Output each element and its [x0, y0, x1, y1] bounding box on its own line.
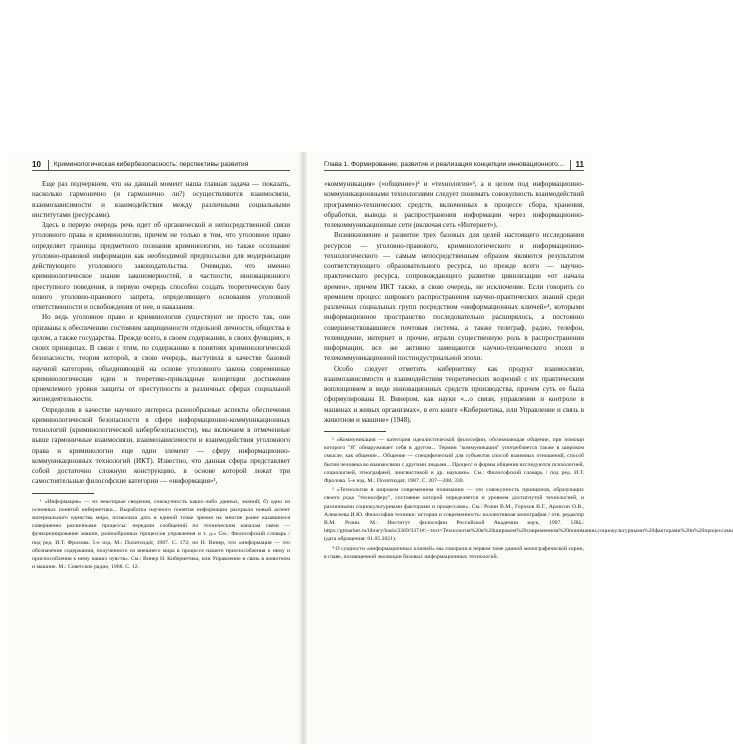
- footnote-rule: [324, 431, 386, 432]
- left-header-title: Криминологическая кибербезопасность: перспективы развития: [53, 161, 249, 168]
- header-separator: [48, 160, 49, 170]
- paragraph: Еще раз подчеркнем, что на данный момент наша главная задача — показать, насколько гармонично (и гармонично ли?) осуществляются взаимосвязи, взаимозависимости и взаимодействия между различными социальными институтами (ресурсами).: [32, 180, 290, 219]
- right-running-header: [324, 160, 584, 171]
- left-body-text: [32, 179, 290, 487]
- paragraph: Определив в качестве научного интереса разнообразные аспекты обеспечения криминологической безопасности в сфере информационно-коммуникационных технологий (криминологической кибербезопасности), мы включаем в отмеченные выше гармоничные взаимосвязи, взаимозависимости и взаимодействия уголовного права и криминологии еще один элемент — сферу информационно-коммуникационных технологий (ИКТ). Известно, что данная сфера представляет собой достаточно сложную конструкцию, в основе которой лежат три самостоятельные философские категории — «информация»¹,: [32, 405, 290, 486]
- left-page-number: 10: [32, 160, 41, 169]
- footnote: ² «Коммуникация — категория идеалистической философии, обозначающая общение, при помощи которого "Я" обнаруживает себя в другом... Термин "коммуникация" употребляется также в широком смысле, как общение... Общение — специфический для субъектов способ взаимных отношений, способ бытия человека во взаимосвязи с другими людьми... Процесс и формы общения исследуются психологией, социологией, этнографией, лингвистикой и др. науками». См.: Философский словарь / под ред. И.Т. Фролова. 5-е изд. М.: Политиздат, 1987. С. 207—208; 330.: [324, 437, 584, 485]
- right-page-number: 11: [575, 160, 584, 169]
- paragraph: «коммуникация» («общение»)² и «технология»³, а в целом под информационно-коммуникационными технологиями следует понимать совокупность взаимодействий программно-технических средств, включенных в процессе сбора, хранения, обработки, вывода и распространения информации через информационно-телекоммуникационные сети (включая сеть «Интернет»).: [324, 180, 584, 229]
- right-footnotes: [324, 436, 733, 561]
- right-body-text: [324, 179, 584, 425]
- paragraph: Возникновение и развитие трех базовых для целей настоящего исследования ресурсов — уголовно-правового, криминологического и информационно-технологического — самым непосредственным образом являются результатом соответствующего образовательного ресурса, но прежде всего — научно-практического ресурса, сопровождающего развитие цивилизации «от начала времен», причем ИКТ также, в свою очередь, не исключение. Если говорить со временем процесс широкого распространения научно-практических знаний среди различных социальных групп посредством «информационных ключей»⁴, которыми информационное пространство последовательно расширялось, а постоянно совершенствовавшиеся почтовая система, а также телеграф, радио, телефон, телевидение, интернет и прочие, играли существенную роль в распространении информации, все же активно замещаются научно-технического эпохи и телекоммуникационной постиндустриальной эпохи.: [324, 231, 584, 363]
- right-page: [324, 152, 733, 744]
- footnote: ⁴ О сущности «информационных ключей» мы говорили в первом томе данной монографической серии, в главе, посвященной эволюции базовых информационных технологий.: [324, 545, 584, 560]
- right-header-title: Глава 1. Формирование, развитие и реализация концепции инновационного...: [324, 161, 564, 168]
- paragraph: Но ведь уголовное право и криминология существуют не просто так, они призваны к обеспечению состояния защищенности отдельной личности, общества в целом, а также государства. Прежде всего, в своем содержании, в своих функциях, в своих принципах. В связи с этим, по содержанию в понятиях криминологической безопасности, теория которой, в свою очередь, выступила в качестве базовой научной категории, объединяющей на основе уголовного закона современные криминологические идеи и теоретико-прикладные концепции достижения приемлемого уровня защиты от преступности в различных сферах социальной жизнедеятельности.: [32, 313, 290, 404]
- book-gutter: [298, 152, 308, 744]
- footnote: ³ «Технология в широком современном понимании — это совокупность принципов, образующих своего рода "техносферу", состояние которой определяется и уровнем достигнутой технологией, и различными социокультурными факторами и процессами». См.: Розин В.М., Горохов В.Г., Аронсон О.В., Алексеева И.Ю. Философия техники: история и современность: коллективная монография / отв. редактор В.М. Розин. М.: Институт философии Российской Академии наук, 1997. URL: https://gtmarket.ru/library/basis/3369/3371#:~:text=Технология%20в%20широком%20современном%20понимании,социокультурными%20факторами%20и%20процессами (дата обращения: 01.05.2021).: [324, 487, 733, 543]
- left-page: [32, 152, 290, 744]
- header-separator: [570, 160, 571, 170]
- footnote: ¹ «Информация» — из некоторые сведения, совокупность каких-либо данных, знаний; б) одно из основных понятий кибернетики... Выработка научного понятия информации раскрыла новый аспект материального единства мира, позволила дать в единой точке зрения на многие ранее казавшиеся совершенно различными процессы: передачи сообщений по техническим каналам связи — функционирование машин, разнообразных процессов управления и т. д.» См.: Философский словарь / под ред. И.Т. Фролова. 5-е изд. М.: Политиздат, 1987. С. 172; но Н. Винер, что «информация — это обозначение содержания, полученного из внешнего мира в процессе нашего приспособления к нему и приспособления к нему наших чувств». См.: Винер Н. Кибернетика, или Управление и связь в животном и машине. М.: Советское радио, 1968. С. 12.: [32, 498, 290, 571]
- left-footnotes: [32, 498, 290, 572]
- paragraph: Особо следует отметить кибернетику как продукт взаимосвязи, взаимозависимости и взаимодействия теоретических возрений с их практическим воплощением в виде инновационных средств производства, причем суть ее была сформулирована Н. Винером, как науки «...о связи, управлении и контроле в машинах и живых организмах», в его книге «Кибернетика, или Управление и связь в животном и машине» (1948).: [324, 364, 584, 424]
- left-running-header: [32, 160, 290, 171]
- footnote-rule: [32, 493, 94, 494]
- paragraph: Здесь в первую очередь речь идет об органической и непосредственной связи уголовного права и криминологии, причем не только в том, что уголовное право определяет границы предметного познания криминологии, но также осознание уголовно-правовой информации как необходимой предпосылки для модернизации действующего уголовного законодательства. Очевидно, что именно криминологическое знание закономерностей, в частности, инновационного преступного поведения, в первую очередь способно создать теоретическую базу нового уголовно-правового запрета, определяющего основания уголовной ответственности и освобождения от нее, и наказания.: [32, 221, 290, 311]
- book-spread: [8, 152, 733, 744]
